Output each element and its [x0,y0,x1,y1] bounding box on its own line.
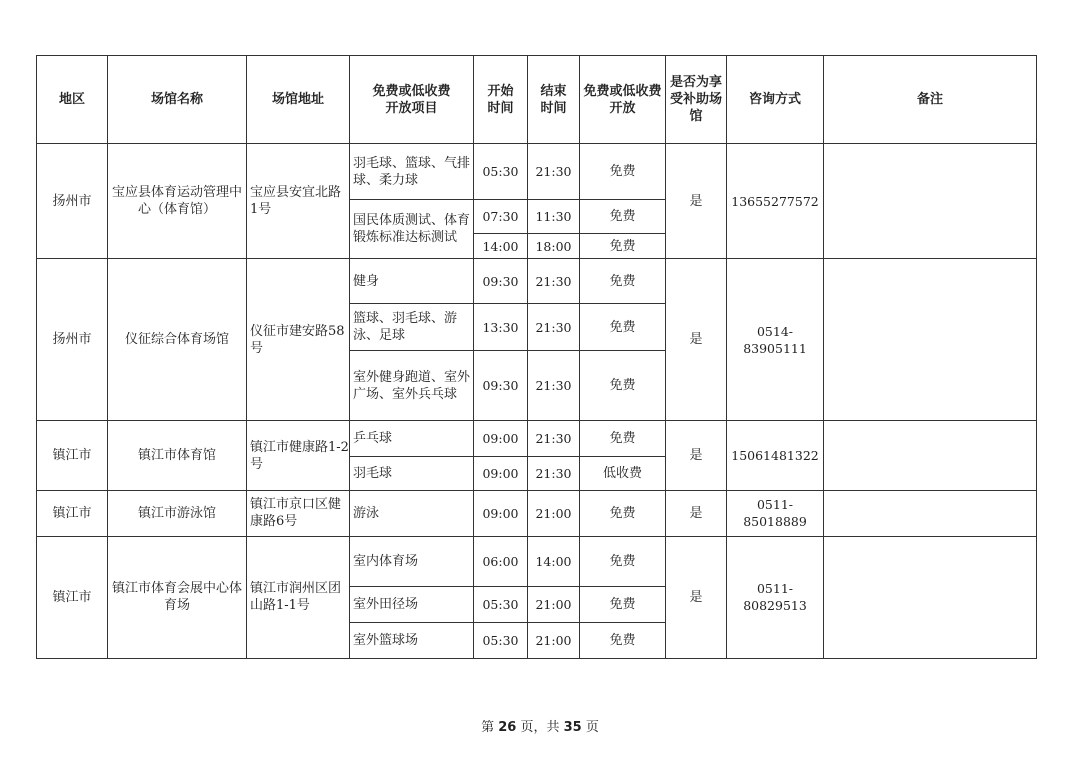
cell-subsidized: 是 [666,144,727,259]
cell-start: 09:30 [474,351,528,421]
cell-item: 羽毛球 [350,456,474,490]
cell-address: 镇江市京口区健康路6号 [247,490,350,536]
cell-item: 室外健身跑道、室外广场、室外兵乓球 [350,351,474,421]
table-row [37,536,1037,586]
footer-total-pages: 35 [563,720,582,735]
cell-fee: 免费 [580,304,666,351]
cell-subsidized: 是 [666,259,727,421]
cell-address: 宝应县安宜北路1号 [247,144,350,259]
cell-region: 镇江市 [37,536,108,658]
cell-end: 21:30 [528,259,580,304]
cell-end: 21:30 [528,456,580,490]
cell-item: 室外田径场 [350,586,474,622]
page-footer [0,716,1080,735]
table-row [37,421,1037,456]
cell-end: 11:30 [528,200,580,234]
cell-start: 09:30 [474,259,528,304]
footer-suffix: 页 [585,720,599,735]
cell-fee: 免费 [580,234,666,259]
cell-fee: 免费 [580,259,666,304]
cell-venue: 镇江市体育会展中心体育场 [108,536,247,658]
cell-item: 乒乓球 [350,421,474,456]
cell-end: 18:00 [528,234,580,259]
cell-region: 镇江市 [37,490,108,536]
cell-fee: 免费 [580,421,666,456]
cell-region: 扬州市 [37,144,108,259]
cell-start: 13:30 [474,304,528,351]
cell-item: 羽毛球、篮球、气排球、柔力球 [350,144,474,200]
cell-start: 06:00 [474,536,528,586]
cell-end: 21:30 [528,351,580,421]
cell-fee: 免费 [580,351,666,421]
cell-remarks [824,536,1037,658]
cell-fee: 免费 [580,586,666,622]
cell-venue: 宝应县体育运动管理中心（体育馆） [108,144,247,259]
cell-address: 镇江市润州区团山路1-1号 [247,536,350,658]
header-venue: 场馆名称 [108,56,247,144]
cell-item: 篮球、羽毛球、游泳、足球 [350,304,474,351]
cell-item: 健身 [350,259,474,304]
header-subsidized: 是否为享受补助场馆 [666,56,727,144]
header-contact: 咨询方式 [727,56,824,144]
cell-venue: 镇江市体育馆 [108,421,247,490]
header-fee: 免费或低收费开放 [580,56,666,144]
header-remarks: 备注 [824,56,1037,144]
cell-contact: 13655277572 [727,144,824,259]
header-items: 免费或低收费开放项目 [350,56,474,144]
header-end: 结束时间 [528,56,580,144]
cell-end: 21:30 [528,144,580,200]
cell-remarks [824,144,1037,259]
cell-contact: 0514-83905111 [727,259,824,421]
cell-item: 游泳 [350,490,474,536]
cell-fee: 免费 [580,200,666,234]
cell-start: 05:30 [474,586,528,622]
cell-subsidized: 是 [666,536,727,658]
venue-table [36,55,1037,659]
header-address: 场馆地址 [247,56,350,144]
table-row [37,144,1037,200]
cell-item: 国民体质测试、体育锻炼标准达标测试 [350,200,474,259]
cell-subsidized: 是 [666,421,727,490]
footer-prefix: 第 [481,720,495,735]
cell-venue: 镇江市游泳馆 [108,490,247,536]
cell-address: 仪征市建安路58号 [247,259,350,421]
cell-venue: 仪征综合体育场馆 [108,259,247,421]
cell-contact: 0511-80829513 [727,536,824,658]
cell-remarks [824,421,1037,490]
footer-middle: 页，共 [520,720,560,735]
header-region: 地区 [37,56,108,144]
cell-region: 扬州市 [37,259,108,421]
cell-start: 05:30 [474,144,528,200]
cell-start: 09:00 [474,490,528,536]
cell-item: 室外篮球场 [350,622,474,658]
cell-fee: 免费 [580,490,666,536]
header-start: 开始时间 [474,56,528,144]
cell-end: 21:00 [528,490,580,536]
cell-item: 室内体育场 [350,536,474,586]
cell-fee: 免费 [580,536,666,586]
cell-end: 21:00 [528,586,580,622]
cell-fee: 低收费 [580,456,666,490]
cell-fee: 免费 [580,144,666,200]
cell-end: 14:00 [528,536,580,586]
cell-end: 21:00 [528,622,580,658]
footer-current-page: 26 [498,720,517,735]
table-header-row [37,56,1037,144]
cell-end: 21:30 [528,304,580,351]
cell-subsidized: 是 [666,490,727,536]
cell-region: 镇江市 [37,421,108,490]
cell-address: 镇江市健康路1-2号 [247,421,350,490]
cell-remarks [824,259,1037,421]
table-row [37,259,1037,304]
cell-start: 07:30 [474,200,528,234]
cell-end: 21:30 [528,421,580,456]
cell-contact: 15061481322 [727,421,824,490]
cell-fee: 免费 [580,622,666,658]
cell-start: 09:00 [474,421,528,456]
cell-start: 05:30 [474,622,528,658]
cell-start: 14:00 [474,234,528,259]
cell-remarks [824,490,1037,536]
table-row [37,490,1037,536]
cell-contact: 0511-85018889 [727,490,824,536]
cell-start: 09:00 [474,456,528,490]
